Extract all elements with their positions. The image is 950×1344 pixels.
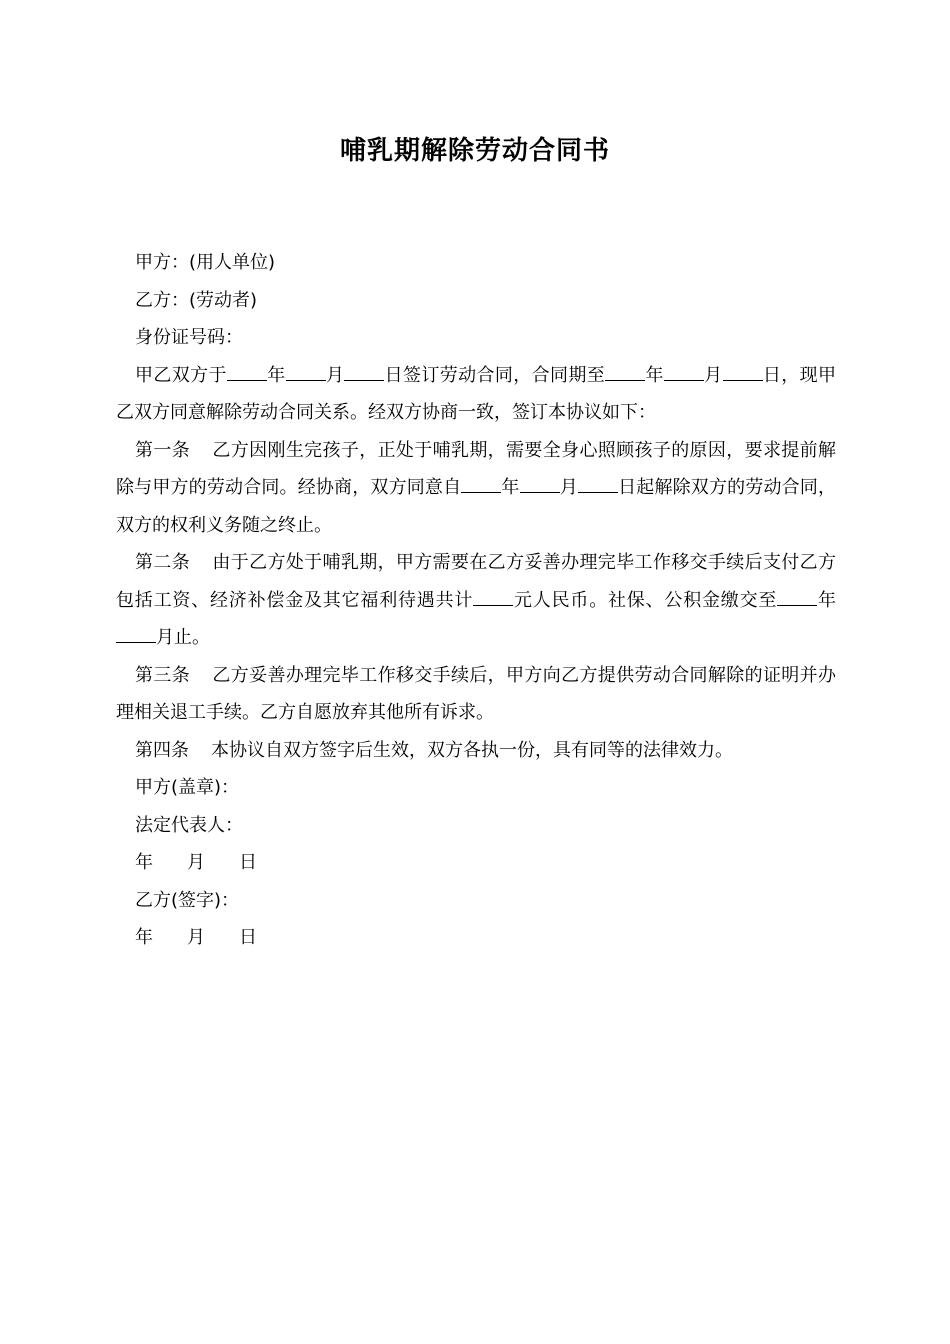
end-day-blank: [723, 364, 763, 381]
article-1-text-2: 年: [501, 477, 520, 498]
article-1: [116, 432, 836, 545]
party-b-signature-line: 乙方(签字)：: [135, 889, 240, 911]
intro-text-2: 年: [266, 364, 286, 386]
article-2-text-3: 年: [817, 589, 837, 611]
intro-text-4: 日签订劳动合同，合同期至: [384, 364, 606, 386]
date-year: 年: [135, 852, 153, 873]
party-a-line: 甲方：(用人单位): [135, 252, 276, 273]
party-b-date-line: [116, 919, 836, 957]
article-3: [116, 657, 836, 732]
id-number-line: 身份证号码：: [135, 327, 243, 348]
amount-blank: [473, 589, 513, 606]
sign-month-blank: [286, 364, 326, 381]
article-3-label: 第三条: [135, 664, 191, 686]
article-3-text: 乙方妥善办理完毕工作移交手续后，甲方向乙方提供劳动合同解除的证明并办理相关退工手续。乙方自愿放弃其他所有诉求。: [116, 664, 837, 723]
intro-paragraph: [116, 357, 836, 432]
article-2-text-2: 元人民币。社保、公积金缴交至: [513, 589, 778, 611]
insurance-year-blank: [777, 589, 817, 606]
article-2-text-1: 由于乙方处于哺乳期，甲方需要在乙方妥善办理完毕工作移交手续后支付乙方包括工资、经济补偿金及其它福利待遇共计: [116, 552, 837, 611]
document-title: 哺乳期解除劳动合同书: [339, 136, 610, 166]
article-1-text-3: 月: [559, 477, 578, 498]
sign-day-blank: [344, 364, 384, 381]
intro-text-6: 月: [703, 364, 723, 386]
termination-year-blank: [461, 476, 501, 493]
insurance-month-blank: [116, 626, 156, 643]
article-2-label: 第二条: [135, 552, 191, 573]
intro-text-1: 甲乙双方于: [135, 364, 227, 386]
article-2-text-4: 月止。: [156, 627, 210, 648]
date-year: 年: [135, 927, 153, 948]
party-a-date-line: [116, 844, 836, 882]
party-b-line: 乙方：(劳动者): [135, 289, 258, 311]
intro-text-7: 日，现甲乙双方同意解除劳动合同关系。经双方协商一致，签订本协议如下：: [116, 364, 837, 423]
intro-text-3: 月: [325, 364, 345, 386]
article-1-text-4: 日起解除双方的劳动合同，双方的权利义务随之终止。: [116, 477, 837, 536]
date-month: 月: [187, 852, 205, 873]
date-month: 月: [187, 927, 205, 948]
termination-day-blank: [578, 476, 618, 493]
article-1-label: 第一条: [135, 439, 191, 461]
party-a-seal-line: 甲方(盖章)：: [135, 777, 240, 798]
article-4-text: 本协议自双方签字后生效，双方各执一份，具有同等的法律效力。: [211, 739, 733, 761]
termination-month-blank: [520, 476, 560, 493]
article-1-text-1: 乙方因刚生完孩子，正处于哺乳期，需要全身心照顾孩子的原因，要求提前解除与甲方的劳动合同。经协商，双方同意自: [116, 439, 837, 498]
intro-text-5: 年: [645, 364, 664, 386]
document-body: [116, 244, 836, 957]
end-year-blank: [605, 364, 645, 381]
sign-year-blank: [227, 364, 267, 381]
end-month-blank: [664, 364, 704, 381]
date-day: 日: [239, 852, 257, 873]
article-4-label: 第四条: [135, 739, 189, 761]
legal-representative-line: 法定代表人：: [135, 814, 243, 836]
article-4: [116, 732, 836, 770]
date-day: 日: [239, 927, 257, 948]
article-2: [116, 544, 836, 657]
